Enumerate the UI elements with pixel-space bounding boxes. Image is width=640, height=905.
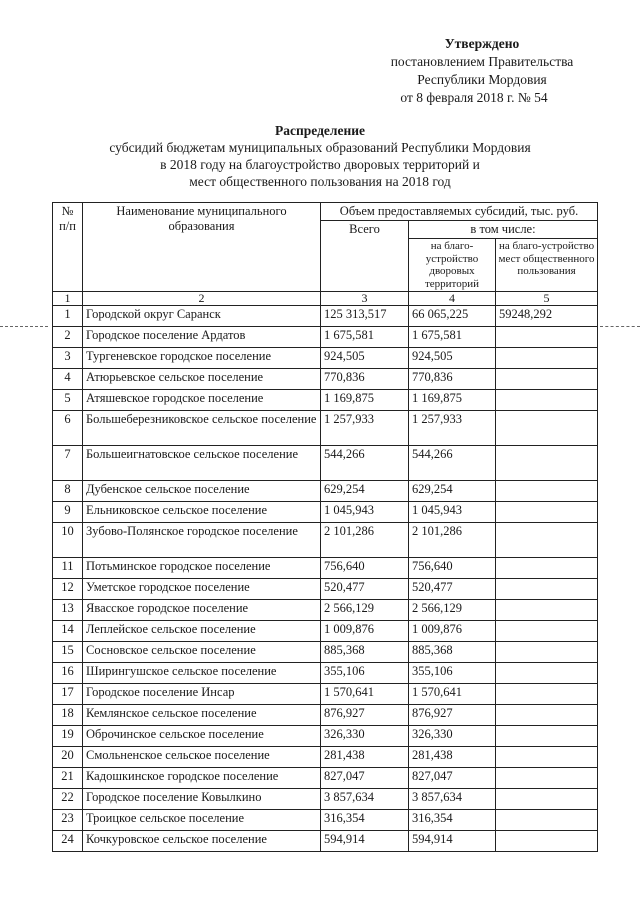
row-total: 326,330 [321, 726, 409, 747]
row-total: 281,438 [321, 747, 409, 768]
row-total: 125 313,517 [321, 306, 409, 327]
column-number: 1 [53, 292, 83, 306]
row-public [496, 789, 598, 810]
row-number: 13 [53, 600, 83, 621]
table-row [53, 768, 598, 789]
row-number: 8 [53, 481, 83, 502]
row-number: 24 [53, 831, 83, 852]
row-name: Сосновское сельское поселение [83, 642, 321, 663]
row-public [496, 523, 598, 558]
row-total: 316,354 [321, 810, 409, 831]
row-public [496, 747, 598, 768]
row-name: Уметское городское поселение [83, 579, 321, 600]
row-number: 1 [53, 306, 83, 327]
row-yards: 629,254 [409, 481, 496, 502]
document-title: Распределение [274, 123, 366, 138]
table-row [53, 642, 598, 663]
document-subtitle-line-1: субсидий бюджетам муниципальных образований Республики Мордовия [109, 140, 531, 155]
row-number: 5 [53, 390, 83, 411]
row-total: 520,477 [321, 579, 409, 600]
row-public [496, 684, 598, 705]
row-number: 15 [53, 642, 83, 663]
row-total: 1 009,876 [321, 621, 409, 642]
table-row [53, 621, 598, 642]
table-row [53, 390, 598, 411]
table-row [53, 726, 598, 747]
row-public [496, 663, 598, 684]
row-public [496, 369, 598, 390]
row-total: 355,106 [321, 663, 409, 684]
table-row [53, 747, 598, 768]
row-number: 3 [53, 348, 83, 369]
row-name: Тургеневское городское поселение [83, 348, 321, 369]
row-public [496, 348, 598, 369]
row-name: Городское поселение Инсар [83, 684, 321, 705]
row-number: 6 [53, 411, 83, 446]
row-name: Смольненское сельское поселение [83, 747, 321, 768]
row-yards: 1 169,875 [409, 390, 496, 411]
row-public [496, 327, 598, 348]
row-number: 23 [53, 810, 83, 831]
row-total: 876,927 [321, 705, 409, 726]
document-subtitle-line-3: мест общественного пользования на 2018 год [189, 174, 451, 189]
scan-edge-mark [600, 326, 640, 327]
row-number: 9 [53, 502, 83, 523]
table-row [53, 705, 598, 726]
row-number: 14 [53, 621, 83, 642]
table-row [53, 810, 598, 831]
row-total: 924,505 [321, 348, 409, 369]
row-yards: 1 045,943 [409, 502, 496, 523]
row-yards: 326,330 [409, 726, 496, 747]
row-public [496, 390, 598, 411]
row-name: Леплейское сельское поселение [83, 621, 321, 642]
header-total: Всего [321, 221, 409, 292]
row-yards: 1 009,876 [409, 621, 496, 642]
table-row [53, 789, 598, 810]
row-yards: 924,505 [409, 348, 496, 369]
table-header [53, 203, 598, 306]
row-yards: 281,438 [409, 747, 496, 768]
scan-edge-mark [0, 326, 48, 327]
row-public [496, 705, 598, 726]
row-public [496, 411, 598, 446]
row-number: 11 [53, 558, 83, 579]
row-number: 16 [53, 663, 83, 684]
row-name: Ширингушское сельское поселение [83, 663, 321, 684]
row-total: 1 257,933 [321, 411, 409, 446]
row-public [496, 481, 598, 502]
row-public [496, 642, 598, 663]
row-number: 4 [53, 369, 83, 390]
row-number: 21 [53, 768, 83, 789]
row-yards: 827,047 [409, 768, 496, 789]
row-name: Зубово-Полянское городское поселение [83, 523, 321, 558]
row-name: Городской округ Саранск [83, 306, 321, 327]
row-total: 2 101,286 [321, 523, 409, 558]
row-name: Явасское городское поселение [83, 600, 321, 621]
row-public [496, 768, 598, 789]
row-yards: 2 101,286 [409, 523, 496, 558]
table-row [53, 831, 598, 852]
table-row [53, 502, 598, 523]
document-subtitle-line-2: в 2018 году на благоустройство дворовых территорий и [160, 157, 480, 172]
header-volume: Объем предоставляемых субсидий, тыс. руб. [321, 203, 598, 221]
table-row [53, 663, 598, 684]
row-yards: 885,368 [409, 642, 496, 663]
row-yards: 544,266 [409, 446, 496, 481]
table-row [53, 306, 598, 327]
row-yards: 594,914 [409, 831, 496, 852]
approval-title: Утверждено [444, 36, 520, 51]
row-name: Ельниковское сельское поселение [83, 502, 321, 523]
row-total: 629,254 [321, 481, 409, 502]
row-number: 2 [53, 327, 83, 348]
row-number: 19 [53, 726, 83, 747]
row-name: Троицкое сельское поселение [83, 810, 321, 831]
distribution-table [52, 202, 598, 852]
row-total: 1 675,581 [321, 327, 409, 348]
approval-line-1: постановлением Правительства [390, 54, 574, 69]
table-body [53, 306, 598, 852]
header-public: на благо-устройство мест общественного пользования [496, 239, 598, 292]
table-row [53, 411, 598, 446]
row-name: Атяшевское городское поселение [83, 390, 321, 411]
column-numbers-row [53, 292, 598, 306]
row-name: Потьминское городское поселение [83, 558, 321, 579]
table-row [53, 348, 598, 369]
row-name: Оброчинское сельское поселение [83, 726, 321, 747]
row-total: 1 570,641 [321, 684, 409, 705]
row-number: 20 [53, 747, 83, 768]
table-row [53, 684, 598, 705]
row-number: 22 [53, 789, 83, 810]
row-total: 770,836 [321, 369, 409, 390]
row-yards: 316,354 [409, 810, 496, 831]
table-row [53, 600, 598, 621]
row-yards: 1 257,933 [409, 411, 496, 446]
row-public [496, 446, 598, 481]
approval-line-2: Республики Мордовия [417, 72, 547, 87]
row-name: Дубенское сельское поселение [83, 481, 321, 502]
column-number: 2 [83, 292, 321, 306]
row-yards: 2 566,129 [409, 600, 496, 621]
column-number: 3 [321, 292, 409, 306]
row-number: 17 [53, 684, 83, 705]
row-total: 1 169,875 [321, 390, 409, 411]
table-row [53, 579, 598, 600]
row-public: 59248,292 [496, 306, 598, 327]
header-yards: на благо-устройство дворовых территорий [409, 239, 496, 292]
table-row [53, 369, 598, 390]
row-total: 1 045,943 [321, 502, 409, 523]
row-yards: 1 570,641 [409, 684, 496, 705]
header-no: № п/п [53, 203, 83, 292]
header-including: в том числе: [409, 221, 598, 239]
row-number: 7 [53, 446, 83, 481]
table-row [53, 558, 598, 579]
row-public [496, 810, 598, 831]
row-public [496, 579, 598, 600]
row-yards: 756,640 [409, 558, 496, 579]
row-name: Атюрьевское сельское поселение [83, 369, 321, 390]
row-yards: 770,836 [409, 369, 496, 390]
table-row [53, 446, 598, 481]
row-yards: 876,927 [409, 705, 496, 726]
row-name: Большеберезниковское сельское поселение [83, 411, 321, 446]
row-number: 10 [53, 523, 83, 558]
row-name: Кадошкинское городское поселение [83, 768, 321, 789]
row-total: 827,047 [321, 768, 409, 789]
row-total: 756,640 [321, 558, 409, 579]
row-name: Большеигнатовское сельское поселение [83, 446, 321, 481]
row-yards: 66 065,225 [409, 306, 496, 327]
row-total: 3 857,634 [321, 789, 409, 810]
row-yards: 3 857,634 [409, 789, 496, 810]
row-name: Кемлянское сельское поселение [83, 705, 321, 726]
table-row [53, 481, 598, 502]
row-total: 2 566,129 [321, 600, 409, 621]
row-yards: 355,106 [409, 663, 496, 684]
approval-block [372, 35, 592, 107]
column-number: 4 [409, 292, 496, 306]
row-public [496, 558, 598, 579]
row-public [496, 621, 598, 642]
header-name: Наименование муниципального образования [83, 203, 321, 292]
table-row [53, 523, 598, 558]
row-total: 594,914 [321, 831, 409, 852]
row-name: Кочкуровское сельское поселение [83, 831, 321, 852]
column-number: 5 [496, 292, 598, 306]
row-name: Городское поселение Ардатов [83, 327, 321, 348]
row-yards: 1 675,581 [409, 327, 496, 348]
approval-date-line: от 8 февраля 2018 г. № 54 [400, 90, 548, 105]
row-total: 885,368 [321, 642, 409, 663]
document-heading [60, 122, 580, 190]
row-name: Городское поселение Ковылкино [83, 789, 321, 810]
row-public [496, 726, 598, 747]
row-number: 12 [53, 579, 83, 600]
row-public [496, 600, 598, 621]
row-yards: 520,477 [409, 579, 496, 600]
row-public [496, 831, 598, 852]
row-public [496, 502, 598, 523]
row-total: 544,266 [321, 446, 409, 481]
table-row [53, 327, 598, 348]
row-number: 18 [53, 705, 83, 726]
